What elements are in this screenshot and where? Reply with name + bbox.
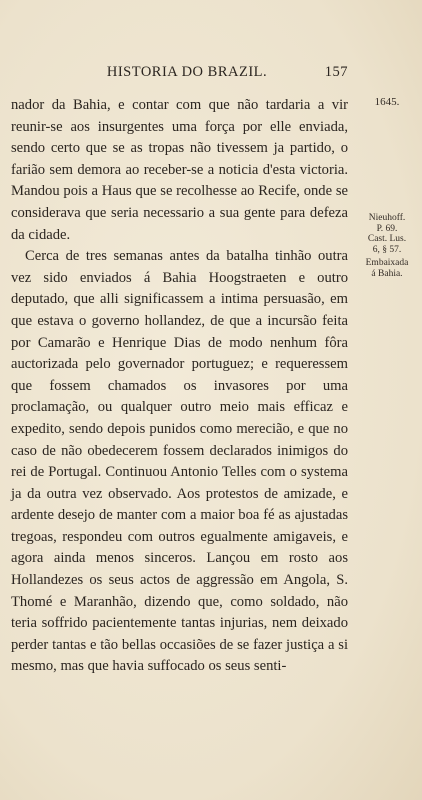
margin-note-year: 1645. <box>374 96 400 108</box>
margin-ref-line: P. 69. <box>376 223 398 234</box>
running-header <box>0 64 422 84</box>
page-number: 157 <box>324 64 348 80</box>
margin-embassy-line: á Bahia. <box>371 268 403 279</box>
running-title: HISTORIA DO BRAZIL. <box>106 64 268 80</box>
margin-note-references <box>354 213 420 255</box>
margin-embassy-line: Embaixada <box>365 258 409 268</box>
margin-ref-line: 6, § 57. <box>372 244 402 255</box>
margin-note-embassy <box>354 258 420 279</box>
margin-ref-line: Cast. Lus. <box>367 234 407 244</box>
paragraph: Cerca de tres semanas antes da batalha tinhão outra vez sido enviados á Bahia Hoogstraeten e outro deputado, que alli significassem a intima persuasão, em que estava o governo hollandez, de que a incursão feita por Camarão e Henrique Dias de modo nenhum fôra auctorizada pelo governador portuguez; e requeressem que fossem chamados os invasores por uma proclamação, ou qualquer outro meio mais efficaz e expedito, sendo depois punidos como merecião, e que no caso de não obedecerem fossem declarados inimigos do rei de Portugal. Continuou Antonio Telles com o systema ja da outra vez observado. Aos protestos de amizade, e ardente desejo de manter com a maior boa fé as ajustadas tregoas, respondeu com outros egualmente amigaveis, e agora ainda menos sinceros. Lançou em rosto aos Hollandezes os seus actos de aggressão em Angola, S. Thomé e Maranhão, dizendo que, como soldado, não teria soffrido pacientemente tantas injurias, nem deixado perder tantas e tão bellas occasiões de se fazer justiça a si mesmo, mas que havia suffocado os seus senti- <box>11 248 348 675</box>
margin-ref-line: Nieuhoff. <box>368 213 406 223</box>
body-text <box>11 95 348 678</box>
paragraph-continued: nador da Bahia, e contar com que não tardaria a vir reunir-se aos insurgentes uma força por elle enviada, sendo certo que se as tropas não tivessem ja partido, o farião sem demora ao receber-se a noticia d'esta victoria. Mandou pois a Haus que se recolhesse ao Recife, onde se considerava que seria necessario a sua gente para defeza da cidade. <box>11 97 348 243</box>
